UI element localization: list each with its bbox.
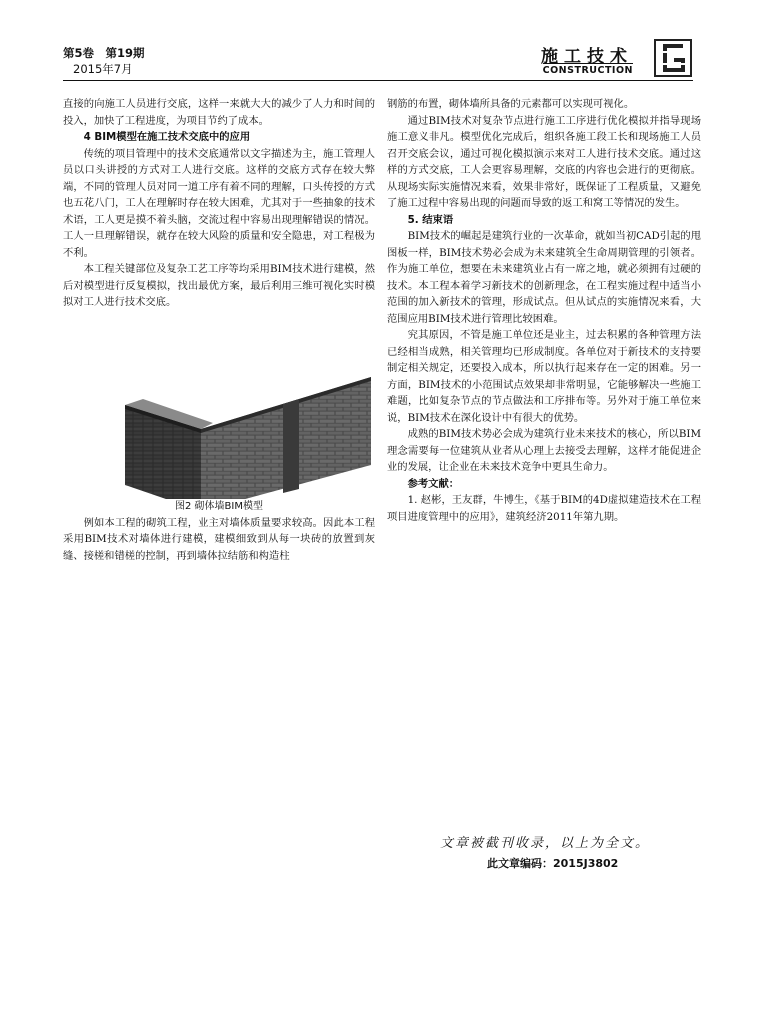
paragraph: 直接的向施工人员进行交底，这样一来就大大的减少了人力和时间的投入，加快了工程进度，为项目节约了成本。 bbox=[63, 98, 375, 127]
header-rule bbox=[63, 80, 693, 81]
brick-wall-model-image bbox=[63, 315, 375, 499]
collection-notice: 文章被截刊收录，以上为全文。 bbox=[440, 836, 651, 851]
reference-item: 1. 赵彬，王友群，牛博生，《基于BIM的4D虚拟建造技术在工程项目进度管理中的应用》，建筑经济2011年第九期。 bbox=[387, 494, 701, 523]
journal-name-en: CONSTRUCTION bbox=[542, 65, 633, 76]
paragraph: 例如本工程的砌筑工程，业主对墙体质量要求较高。因此本工程采用BIM技术对墙体进行建模，建模细致到从每一块砖的放置到灰缝、接槎和错槎的控制，再到墙体拉结筋和构造柱 bbox=[63, 516, 375, 562]
journal-logo-icon bbox=[653, 38, 693, 78]
left-column bbox=[63, 96, 375, 564]
article-code: 此文章编码：2015J3802 bbox=[487, 857, 619, 870]
paragraph: 钢筋的布置，砌体墙所具备的元素都可以实现可视化。 bbox=[387, 98, 635, 110]
issue-date: 2015年7月 bbox=[73, 62, 133, 76]
figure-caption: 图2 砌体墙BIM模型 bbox=[175, 500, 263, 512]
journal-masthead bbox=[513, 38, 693, 78]
paragraph: 通过BIM技术对复杂节点进行施工工序进行优化模拟并指导现场施工意义非凡。模型优化完成后，组织各施工段工长和现场施工人员召开交底会议，通过可视化模拟演示来对工人进行技术交底。通过这样的方式交底，工人会更容易理解，交底的内容也会进行的更彻底。从现场实际实施情况来看，效果非常好，既保证了工程质量，又避免了施工过程中容易出现的问题而导致的返工和窝工等情况的发生。 bbox=[387, 114, 701, 209]
journal-name-cn: 施工技术 bbox=[541, 47, 633, 67]
paragraph: 究其原因，不管是施工单位还是业主，过去积累的各种管理方法已经相当成熟，相关管理均已形成制度。各单位对于新技术的支持要制定相关规定，还要投入成本，所以执行起来存在一定的困难。另一方面，BIM技术的小范围试点效果却非常明显，它能够解决一些施工难题，比如复杂节点的节点做法和工序排布等。另外对于施工单位来说，BIM技术在深化设计中有很大的优势。 bbox=[387, 329, 701, 424]
paragraph: BIM技术的崛起是建筑行业的一次革命，就如当初CAD引起的甩图板一样，BIM技术势必会成为未来建筑全生命周期管理的引领者。作为施工单位，想要在未来建筑业占有一席之地，就必须拥有过硬的技术。本工程本着学习新技术的创新理念，在工程实施过程中适当小范围的加入新技术的管理，形成试点。但从试点的实施情况来看，大范围应用BIM技术进行管理比较困难。 bbox=[387, 230, 701, 325]
volume-issue: 第5卷 第19期 bbox=[63, 46, 145, 60]
references-heading: 参考文献： bbox=[407, 477, 460, 490]
bim-wall-figure bbox=[63, 315, 375, 499]
issue-info bbox=[63, 45, 145, 77]
right-column bbox=[387, 96, 701, 525]
paragraph: 传统的项目管理中的技术交底通常以文字描述为主，施工管理人员以口头讲授的方式对工人进行交底。这样的交底方式存在较大弊端，不同的管理人员对同一道工序有着不同的理解，口头传授的方式也五花八门，工人在理解时存在较大困难，尤其对于一些抽象的技术术语，工人更是摸不着头脑，交流过程中容易出现理解错误的情况。工人一旦理解错误，就存在较大风险的质量和安全隐患，对工程极为不利。 bbox=[63, 147, 375, 259]
section-heading: 4 BIM模型在施工技术交底中的应用 bbox=[83, 131, 251, 143]
paragraph: 成熟的BIM技术势必会成为建筑行业未来技术的核心，所以BIM理念需要每一位建筑从业者从心理上去接受去理解，这样才能促进企业的发展，让企业在未来技术竞争中更具生命力。 bbox=[387, 428, 701, 473]
section-heading: 5. 结束语 bbox=[407, 213, 454, 226]
paragraph: 本工程关键部位及复杂工艺工序等均采用BIM技术进行建模，然后对模型进行反复模拟，找出最优方案，最后利用三维可视化实时模拟对工人进行技术交底。 bbox=[63, 263, 375, 308]
